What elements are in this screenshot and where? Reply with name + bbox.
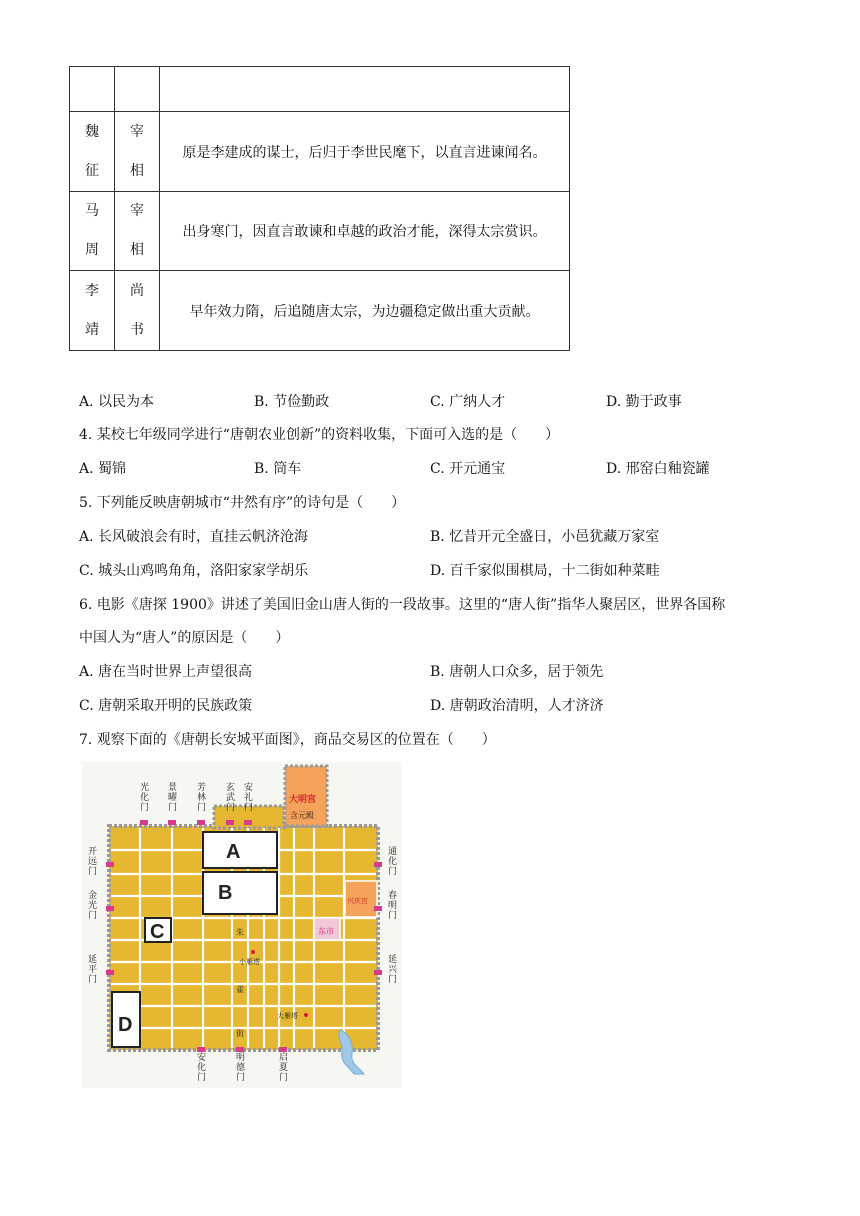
q6-option-a: A. 唐在当时世界上声望很高: [79, 664, 253, 680]
zhuque-label-3: 街: [236, 1029, 244, 1038]
table-row: [70, 192, 570, 271]
q4-option-b: B. 筒车: [254, 461, 302, 477]
top-gate-1-marker: [168, 820, 176, 825]
top-gate-3-marker: [226, 820, 234, 825]
q7-stem: 7. 观察下面的《唐朝长安城平面图》，商品交易区的位置在（ ）: [79, 732, 496, 748]
box-d-label: D: [118, 1014, 133, 1036]
q5-option-b: B. 忆昔开元全盛日，小邑犹藏万家室: [430, 529, 660, 545]
name-cell: 马 周: [70, 192, 115, 271]
q5-option-d: D. 百千家似围棋局，十二街如种菜畦: [430, 563, 660, 579]
right-gate-0-char: 化: [388, 857, 398, 867]
left-gate-1-char: 门: [88, 911, 98, 921]
q3-option-b: B. 节俭勤政: [254, 394, 330, 410]
xingqinggong-label: 兴庆宫: [347, 897, 368, 905]
top-gate-0-char: 光: [140, 783, 150, 793]
top-gate-4-char: 门: [244, 803, 254, 813]
top-gate-0-char: 化: [140, 793, 150, 803]
bottom-gate-1-marker: [236, 1047, 244, 1052]
bottom-gate-1-char: 德: [236, 1063, 246, 1073]
q6-stem-line1: 6. 电影《唐探 1900》讲述了美国旧金山唐人街的一段故事。这里的“唐人街”指华人聚居区，世界各国称: [79, 597, 726, 613]
bottom-gate-2-char: 门: [279, 1073, 289, 1083]
top-gate-0-marker: [140, 820, 148, 825]
dayanta-marker: [304, 1013, 308, 1017]
top-gate-2-char: 门: [197, 803, 207, 813]
top-gate-2-char: 芳: [197, 783, 207, 793]
q4-option-d: D. 邢窑白釉瓷罐: [606, 461, 710, 477]
top-gate-1-char: 景: [168, 783, 178, 793]
left-gate-0-char: 开: [88, 847, 98, 857]
q5-option-a: A. 长风破浪会有时，直挂云帆济沧海: [79, 529, 309, 545]
right-gate-0-marker: [374, 862, 382, 867]
name-cell: 李 靖: [70, 271, 115, 351]
xiaoyanta-label: 小雁塔: [239, 958, 260, 966]
hanyuandian-label: 含元殿: [290, 811, 314, 820]
desc-cell: 原是李建成的谋士，后归于李世民麾下，以直言进谏闻名。: [160, 112, 570, 192]
right-gate-1-char: 明: [388, 901, 398, 911]
right-gate-2-char: 门: [388, 975, 398, 985]
box-c-label: C: [150, 921, 165, 943]
q3-option-a: A. 以民为本: [79, 394, 155, 410]
top-gate-4-char: 礼: [244, 793, 254, 803]
top-gate-3-char: 门: [226, 803, 236, 813]
left-gate-1-marker: [106, 906, 114, 911]
right-gate-1-char: 门: [388, 911, 398, 921]
q5-stem: 5. 下列能反映唐朝城市“井然有序”的诗句是（ ）: [79, 495, 406, 511]
left-gate-1-char: 金: [88, 891, 98, 901]
changan-city-map: [82, 762, 402, 1088]
q4-option-a: A. 蜀锦: [79, 461, 127, 477]
bottom-gate-2-char: 夏: [279, 1063, 289, 1073]
top-gate-0-char: 门: [140, 803, 150, 813]
header-name-cell: [70, 67, 115, 112]
box-a-label: A: [226, 841, 241, 863]
top-gate-1-char: 门: [168, 803, 178, 813]
right-gate-2-char: 兴: [388, 965, 398, 975]
bottom-gate-0-char: 化: [197, 1063, 207, 1073]
q5-option-c: C. 城头山鸡鸣角角，洛阳家家学胡乐: [79, 563, 309, 579]
bottom-gate-2-char: 启: [279, 1053, 289, 1063]
q4-stem: 4. 某校七年级同学进行“唐朝农业创新”的资料收集，下面可入选的是（ ）: [79, 427, 560, 443]
box-b: [203, 872, 277, 914]
right-gate-2-char: 延: [388, 955, 398, 965]
zhuque-label-2: 雀: [236, 985, 244, 994]
right-gate-2-marker: [374, 970, 382, 975]
map-svg: [82, 762, 402, 1088]
top-gate-4-marker: [244, 820, 252, 825]
left-gate-2-char: 门: [88, 975, 98, 985]
title-cell: 尚 书: [115, 271, 160, 351]
header-empty-cell: [160, 67, 570, 112]
top-gate-3-char: 玄: [226, 783, 236, 793]
q3-option-d: D. 勤于政事: [606, 394, 682, 410]
left-gate-2-char: 平: [88, 965, 98, 975]
left-gate-0-char: 门: [88, 867, 98, 877]
q6-option-d: D. 唐朝政治清明，人才济济: [430, 698, 604, 714]
desc-cell: 出身寒门，因直言敢谏和卓越的政治才能，深得太宗赏识。: [160, 192, 570, 271]
xiaoyanta-marker: [251, 950, 255, 954]
table-row: [70, 271, 570, 351]
zhuque-label-1: 朱: [236, 928, 244, 937]
left-gate-2-marker: [106, 970, 114, 975]
bottom-gate-0-marker: [197, 1047, 205, 1052]
table-header-row: [70, 67, 570, 112]
right-gate-1-char: 春: [388, 891, 398, 901]
top-gate-2-char: 林: [197, 793, 207, 803]
left-gate-1-char: 光: [88, 901, 98, 911]
left-gate-2-char: 延: [88, 955, 98, 965]
table-row: [70, 112, 570, 192]
title-cell: 宰 相: [115, 192, 160, 271]
dongshi-label: 东市: [318, 927, 334, 936]
bottom-gate-1-char: 门: [236, 1073, 246, 1083]
officials-table: [69, 66, 570, 351]
q4-option-c: C. 开元通宝: [430, 461, 506, 477]
bottom-gate-1-char: 明: [236, 1053, 246, 1063]
top-gate-2-marker: [197, 820, 205, 825]
header-title-cell: [115, 67, 160, 112]
q6-option-c: C. 唐朝采取开明的民族政策: [79, 698, 253, 714]
q6-stem-line2: 中国人为“唐人”的原因是（ ）: [79, 630, 290, 646]
desc-cell: 早年效力隋，后追随唐太宗，为边疆稳定做出重大贡献。: [160, 271, 570, 351]
left-gate-0-char: 远: [88, 857, 98, 867]
right-gate-0-char: 门: [388, 867, 398, 877]
box-b-label: B: [218, 882, 233, 904]
name-cell: 魏 征: [70, 112, 115, 192]
q6-option-b: B. 唐朝人口众多，居于领先: [430, 664, 604, 680]
bottom-gate-0-char: 门: [197, 1073, 207, 1083]
dayanta-label: 大雁塔: [277, 1012, 298, 1020]
left-gate-0-marker: [106, 862, 114, 867]
right-gate-0-char: 通: [388, 847, 398, 857]
top-gate-3-char: 武: [226, 793, 236, 803]
bottom-gate-2-marker: [279, 1047, 287, 1052]
right-gate-1-marker: [374, 906, 382, 911]
title-cell: 宰 相: [115, 112, 160, 192]
q3-option-c: C. 广纳人才: [430, 394, 506, 410]
daminggong-label: 大明宫: [289, 795, 317, 805]
bottom-gate-0-char: 安: [197, 1053, 207, 1063]
top-gate-1-char: 曜: [168, 793, 178, 803]
top-gate-4-char: 安: [244, 783, 254, 793]
